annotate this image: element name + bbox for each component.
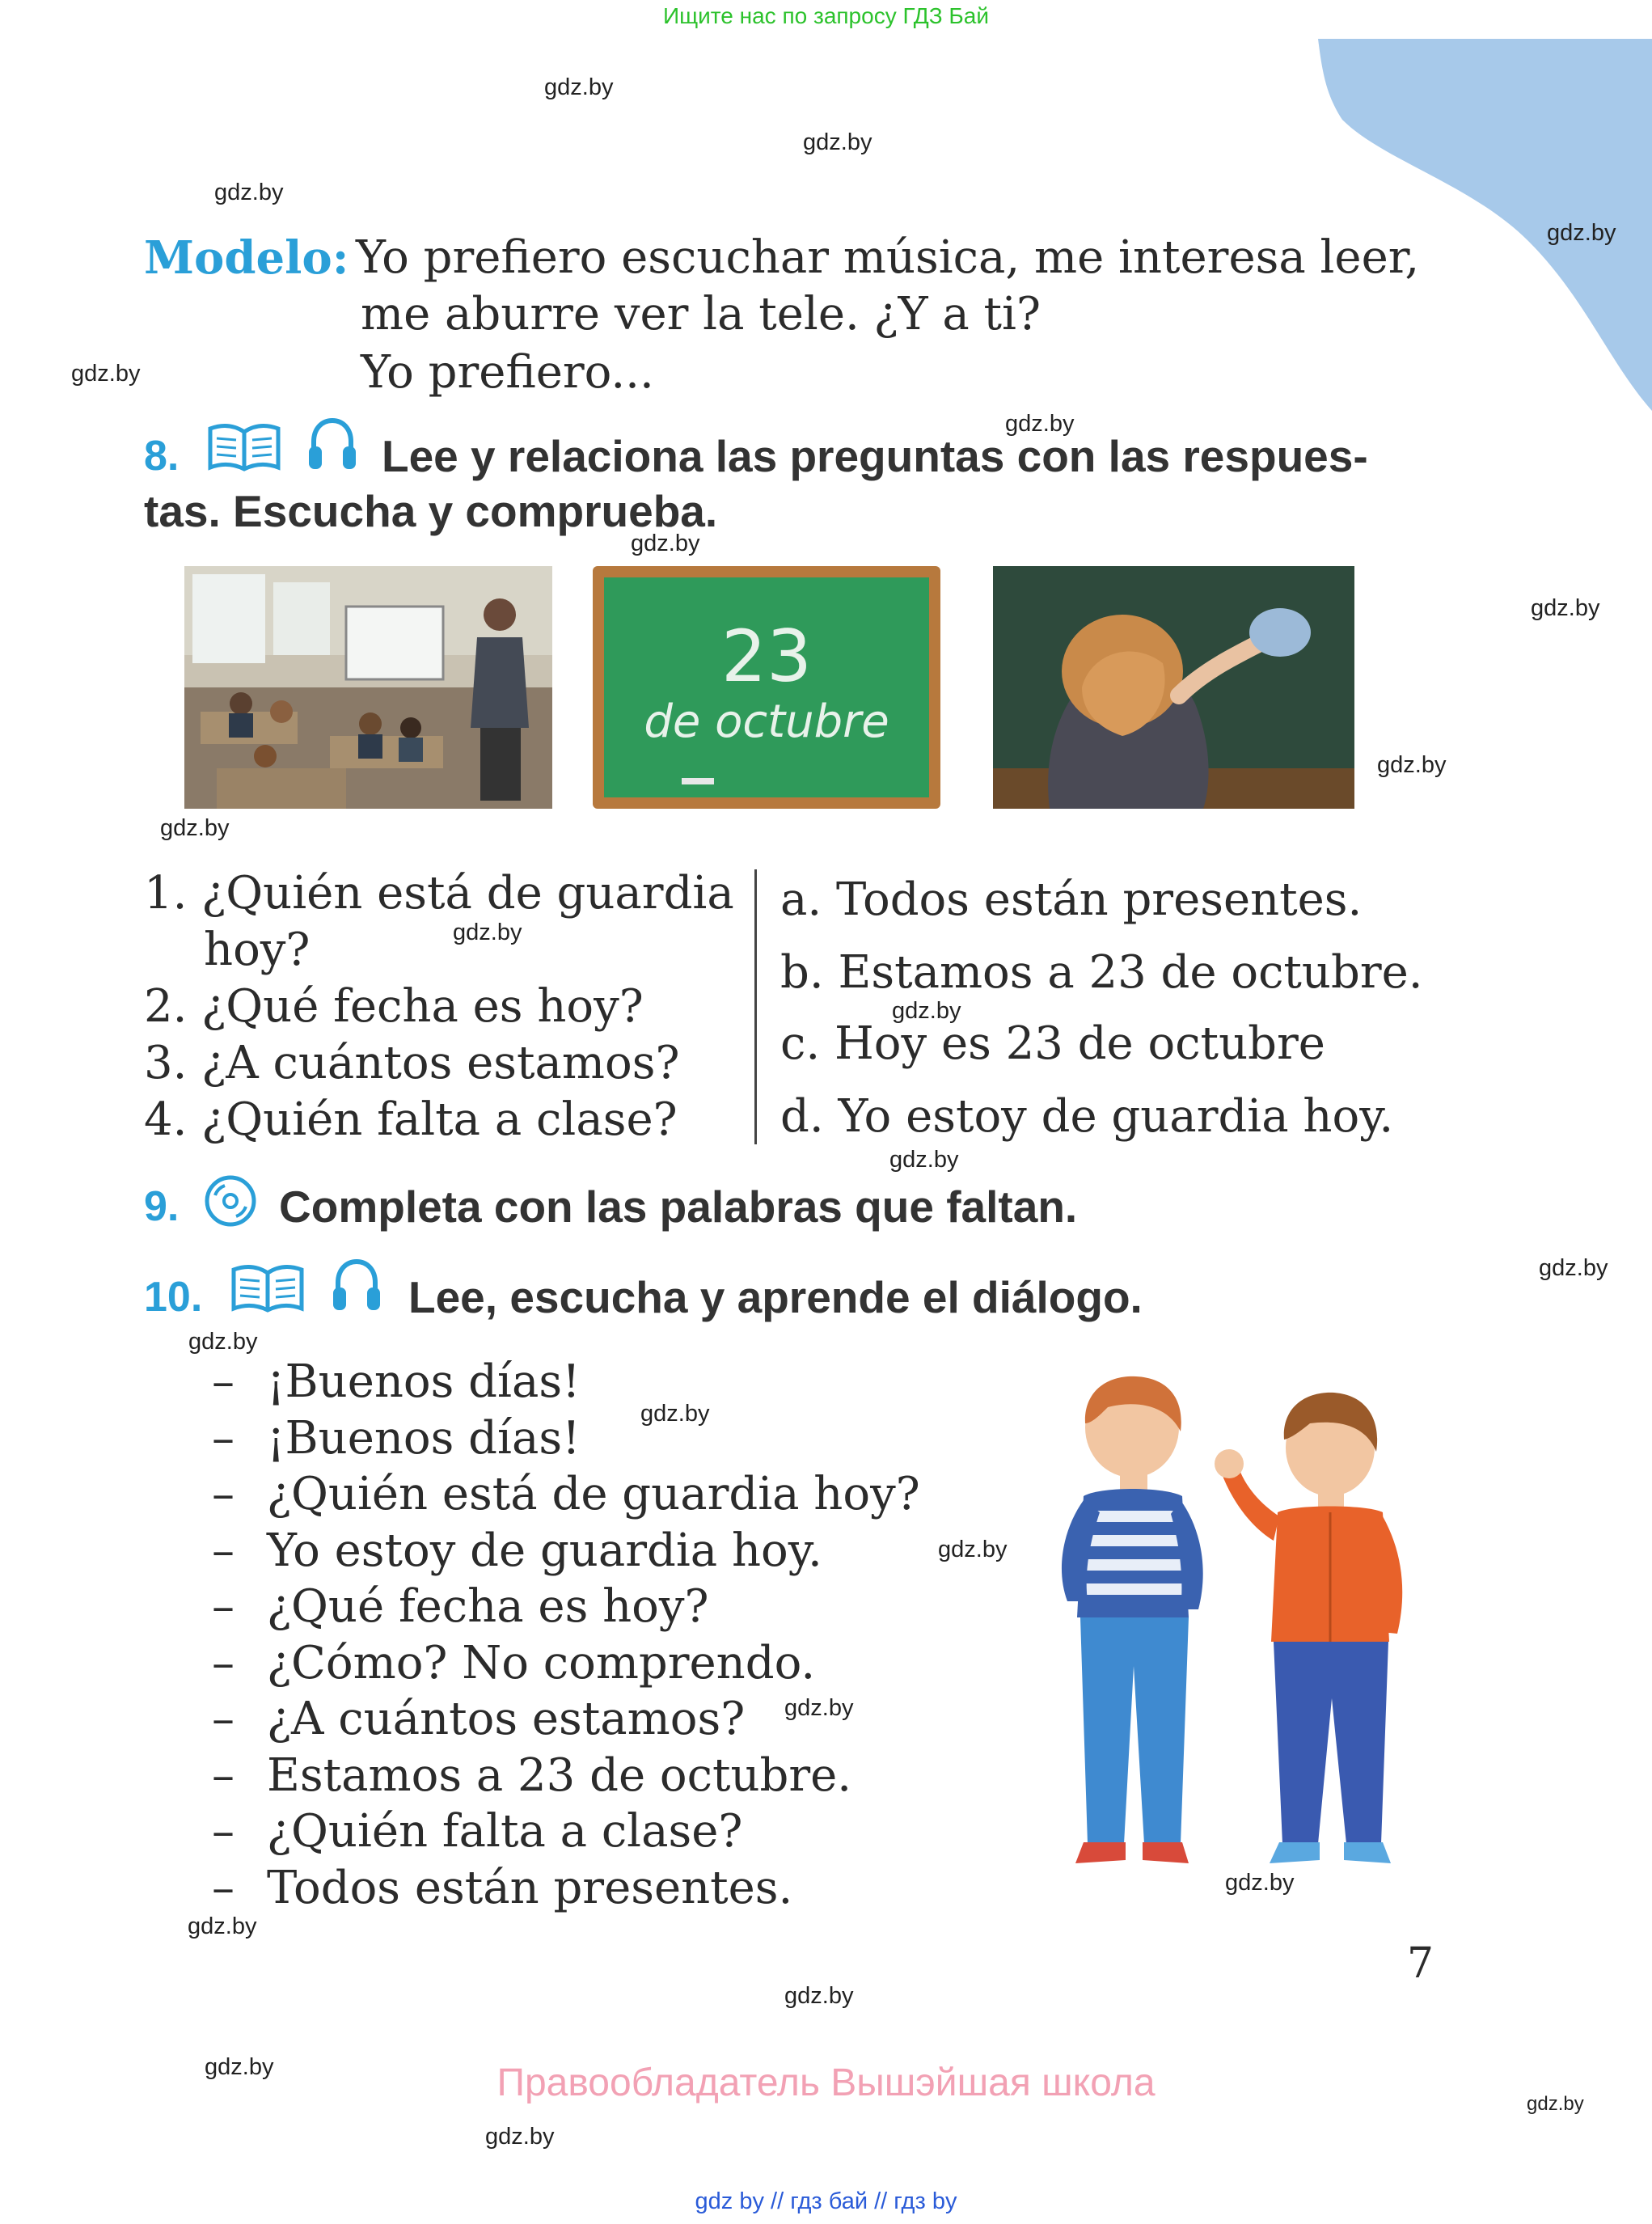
- girl-cleaning-board-photo: [993, 566, 1354, 809]
- dialogue-line: ¿Cómo? No comprendo.: [267, 1636, 816, 1689]
- book-icon: [207, 421, 281, 472]
- answer-d: d. Yo estoy de guardia hoy.: [780, 1090, 1394, 1143]
- watermark: gdz.by: [640, 1401, 710, 1427]
- dialogue-dash: –: [212, 1355, 234, 1408]
- watermark: gdz.by: [889, 1147, 959, 1173]
- classroom-photo: [184, 566, 552, 809]
- dialogue-dash: –: [212, 1693, 234, 1745]
- cd-icon: [204, 1174, 257, 1228]
- dialogue-line: ¿Quién falta a clase?: [267, 1805, 743, 1858]
- dialogue-line: Todos están presentes.: [267, 1861, 793, 1914]
- chalkboard-text: de octubre: [644, 696, 889, 748]
- watermark: gdz.by: [784, 1695, 854, 1721]
- exercise-9-number: 9.: [144, 1183, 180, 1230]
- top-banner[interactable]: Ищите нас по запросу ГДЗ Бай: [662, 3, 990, 28]
- watermark: gdz.by: [71, 361, 141, 387]
- dialogue-dash: –: [212, 1411, 234, 1465]
- answer-c: c. Hoy es 23 de octubre: [780, 1017, 1325, 1070]
- watermark: gdz.by: [631, 531, 700, 556]
- watermark: gdz.by: [1225, 1870, 1295, 1896]
- watermark: gdz.by: [938, 1537, 1008, 1562]
- watermark: gdz.by: [803, 129, 872, 155]
- dialogue-line: Yo estoy de guardia hoy.: [267, 1524, 822, 1577]
- dialogue-line: ¡Buenos días!: [267, 1411, 581, 1465]
- exercise-10-instruction: Lee, escucha y aprende el diálogo.: [408, 1272, 1143, 1322]
- question-1-continued: hoy?: [204, 924, 311, 976]
- dialogue-dash: –: [212, 1468, 234, 1520]
- watermark: gdz.by: [160, 815, 230, 841]
- page-number: 7: [1407, 1939, 1434, 1988]
- watermark: gdz.by: [544, 74, 614, 100]
- watermark: gdz.by: [1005, 411, 1075, 437]
- dialogue-dash: –: [212, 1748, 234, 1802]
- exercise-8-instruction: Lee y relaciona las preguntas con las respues-: [382, 431, 1368, 481]
- dialogue-dash: –: [212, 1861, 234, 1914]
- dialogue-line: ¿Quién está de guardia hoy?: [267, 1468, 920, 1520]
- dialogue-line: ¿A cuántos estamos?: [267, 1693, 746, 1745]
- watermark: gdz.by: [1539, 1255, 1608, 1281]
- watermark: gdz.by: [1527, 2093, 1584, 2115]
- modelo-label: Modelo:: [144, 231, 349, 285]
- dialogue-dash: –: [212, 1580, 234, 1633]
- watermark: gdz.by: [188, 1329, 258, 1355]
- watermark: gdz.by: [784, 1983, 854, 2009]
- chalkboard-number: 23: [721, 615, 812, 698]
- dialogue-line: Estamos a 23 de octubre.: [267, 1748, 852, 1802]
- book-icon: [230, 1262, 305, 1313]
- answer-a: a. Todos están presentes.: [780, 873, 1363, 926]
- watermark: gdz.by: [1377, 752, 1447, 778]
- watermark: gdz.by: [188, 1913, 257, 1939]
- two-boys-illustration: [1027, 1375, 1447, 1876]
- headphones-icon: [307, 416, 357, 474]
- exercise-8-number: 8.: [144, 433, 180, 480]
- exercise-8-instruction: tas. Escucha y comprueba.: [144, 486, 718, 536]
- dialogue-line: ¿Qué fecha es hoy?: [267, 1580, 709, 1633]
- modelo-line: Yo prefiero escuchar música, me interesa leer,: [356, 231, 1420, 284]
- watermark: gdz.by: [1547, 220, 1616, 246]
- dialogue-dash: –: [212, 1524, 234, 1577]
- modelo-line: Yo prefiero...: [361, 346, 654, 399]
- question-1: 1. ¿Quién está de guardia: [144, 867, 734, 920]
- footer-links[interactable]: gdz by // гдз бай // гдз by: [695, 2188, 957, 2214]
- chalkboard-image: [593, 566, 940, 809]
- dialogue-line: ¡Buenos días!: [267, 1355, 581, 1408]
- dialogue-dash: –: [212, 1636, 234, 1689]
- headphones-icon: [332, 1257, 382, 1315]
- exercise-9-instruction: Completa con las palabras que faltan.: [279, 1182, 1078, 1232]
- question-2: 2. ¿Qué fecha es hoy?: [144, 980, 644, 1033]
- column-divider: [754, 869, 757, 1144]
- watermark: gdz.by: [453, 920, 522, 945]
- answer-b: b. Estamos a 23 de octubre.: [780, 946, 1423, 999]
- dialogue-dash: –: [212, 1805, 234, 1858]
- watermark: gdz.by: [214, 180, 284, 205]
- watermark: gdz.by: [205, 2054, 274, 2080]
- copyright-notice: Правообладатель Вышэйшая школа: [496, 2061, 1156, 2104]
- watermark: gdz.by: [1531, 595, 1600, 621]
- watermark: gdz.by: [892, 998, 961, 1024]
- question-3: 3. ¿A cuántos estamos?: [144, 1037, 680, 1089]
- exercise-10-number: 10.: [144, 1274, 203, 1321]
- modelo-line: me aburre ver la tele. ¿Y a ti?: [361, 288, 1041, 340]
- watermark: gdz.by: [485, 2124, 555, 2150]
- question-4: 4. ¿Quién falta a clase?: [144, 1093, 678, 1146]
